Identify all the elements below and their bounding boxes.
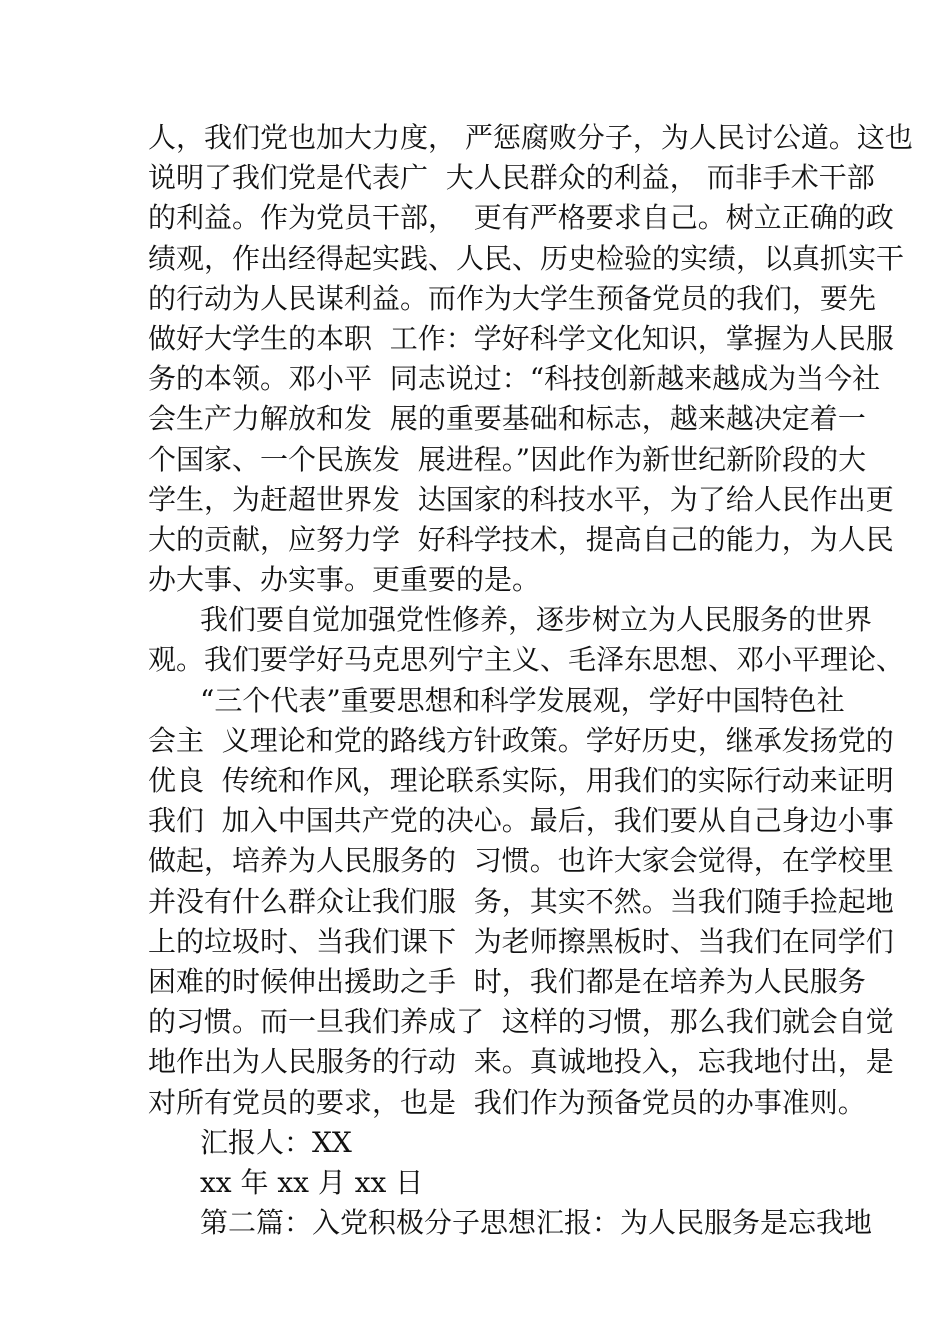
text-line: 观。我们要学好马克思列宁主义、毛泽东思想、邓小平理论、 [148,643,905,677]
text-line: 学生，为赶超世界发 达国家的科技水平，为了给人民作出更 [148,482,894,516]
reporter-line: 汇报人：XX [200,1125,352,1159]
paragraph-2 [148,600,905,1122]
next-article-title: 第二篇：入党积极分子思想汇报：为人民服务是忘我地 [200,1206,873,1240]
text-line: 大的贡献，应努力学 好科学技术，提高自己的能力，为人民 [148,522,894,556]
text-line: 说明了我们党是代表广 大人民群众的利益， 而非手术干部 [148,161,875,195]
date-line: xx 年 xx 月 xx 日 [200,1165,424,1199]
text-line: 绩观，作出经得起实践、人民、历史检验的实绩，以真抓实干 [148,241,905,275]
text-line: 的行动为人民谋利益。而作为大学生预备党员的我们，要先 [148,281,877,315]
text-line: 地作出为人民服务的行动 来。真诚地投入，忘我地付出，是 [148,1045,894,1079]
text-line: 我们 加入中国共产党的决心。最后，我们要从自己身边小事 [148,804,894,838]
text-line: 会主 义理论和党的路线方针政策。学好历史，继承发扬党的 [148,723,894,757]
document-body [148,118,913,1243]
text-line: 优良 传统和作风，理论联系实际，用我们的实际行动来证明 [148,764,894,797]
text-line: 办大事、办实事。更重要的是。 [148,563,541,597]
text-line: 上的垃圾时、当我们课下 为老师擦黑板时、当我们在同学们 [148,924,894,958]
text-line: 做起，培养为人民服务的 习惯。也许大家会觉得，在学校里 [148,844,894,878]
text-line: 会生产力解放和发 展的重要基础和标志，越来越决定着一 [148,402,866,436]
text-line: 个国家、一个民族发 展进程。”因此作为新世纪新阶段的大 [148,442,867,476]
text-line: 困难的时候伸出援助之手 时，我们都是在培养为人民服务 [148,964,866,998]
text-line: 并没有什么群众让我们服 务，其实不然。当我们随手捡起地 [148,884,894,918]
text-line: 做好大学生的本职 工作：学好科学文化知识，掌握为人民服 [148,321,894,355]
text-line: 我们要自觉加强党性修养，逐步树立为人民服务的世界 [200,603,873,637]
paragraph-1 [148,118,913,600]
text-line: 的利益。作为党员干部， 更有严格要求自己。树立正确的政 [148,201,894,235]
text-line: 对所有党员的要求，也是 我们作为预备党员的办事准则。 [148,1085,866,1119]
text-line: 人，我们党也加大力度， 严惩腐败分子，为人民讨公道。这也 [148,121,913,154]
text-line: 务的本领。邓小平 同志说过：“科技创新越来越成为当今社 [148,362,881,396]
text-line: “三个代表”重要思想和科学发展观，学好中国特色社 [200,683,845,717]
text-line: 的习惯。而一旦我们养成了 这样的习惯，那么我们就会自觉 [148,1005,894,1039]
